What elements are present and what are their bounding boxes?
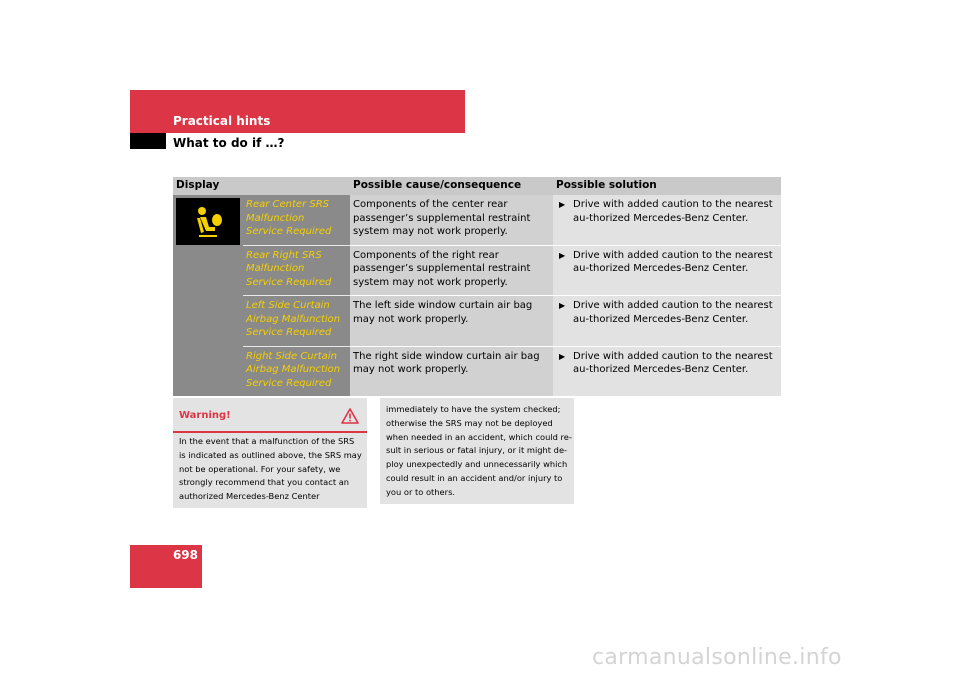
subsection-marker <box>130 133 166 149</box>
page-number-box <box>130 545 202 588</box>
column-header-display: Display <box>173 177 350 195</box>
warning-text: In the event that a malfunction of the SRS is indicated as outlined above, the SRS may not be operational. For your safety, we strongly recommend that you contact an authorized Mercedes-Benz Center <box>179 436 362 502</box>
table-row <box>173 296 781 347</box>
display-messages-table <box>173 177 781 396</box>
warning-continuation-box <box>380 398 574 504</box>
display-message: Left Side Curtain Airbag Malfunction Service Required <box>243 296 350 347</box>
warning-continuation-text: immediately to have the system checked; otherwise the SRS may not be deployed when needed in an accident, which could re-sult in serious or fatal injury, or it might de-ploy unexpectedly and unnecessarily which could result in an accident and/or injury to you or to others. <box>386 404 572 497</box>
display-icon-cell <box>173 195 243 396</box>
cause-cell: The right side window curtain air bag may not work properly. <box>350 346 553 396</box>
page-number: 698 <box>172 548 198 562</box>
warning-divider <box>173 431 367 433</box>
bullet-arrow-icon: ▶ <box>559 351 566 361</box>
cause-cell: The left side window curtain air bag may not work properly. <box>350 296 553 347</box>
solution-cell: ▶ Drive with added caution to the nearest au-thorized Mercedes-Benz Center. <box>553 195 781 245</box>
warning-triangle-icon <box>341 408 359 428</box>
solution-cell: ▶ Drive with added caution to the nearest au-thorized Mercedes-Benz Center. <box>553 296 781 347</box>
warning-box <box>173 398 367 508</box>
warning-title: Warning! <box>179 410 231 421</box>
section-title: Practical hints <box>173 114 271 128</box>
bullet-arrow-icon: ▶ <box>559 250 566 260</box>
column-header-solution: Possible solution <box>553 177 781 195</box>
table-row <box>173 195 781 245</box>
display-message: Rear Center SRS Malfunction Service Required <box>243 195 350 245</box>
bullet-arrow-icon: ▶ <box>559 200 566 209</box>
table-row <box>173 346 781 396</box>
bullet-arrow-icon: ▶ <box>559 301 566 310</box>
display-message: Rear Right SRS Malfunction Service Required <box>243 245 350 296</box>
column-header-cause: Possible cause/consequence <box>350 177 553 195</box>
table-header-row <box>173 177 781 195</box>
solution-cell: ▶ Drive with added caution to the nearest au-thorized Mercedes-Benz Center. <box>553 346 781 396</box>
airbag-warning-icon <box>176 198 240 245</box>
watermark: carmanualsonline.info <box>592 645 842 670</box>
solution-cell: ▶ Drive with added caution to the nearest au-thorized Mercedes-Benz Center. <box>553 245 781 296</box>
display-message: Right Side Curtain Airbag Malfunction Service Required <box>243 346 350 396</box>
cause-cell: Components of the right rear passenger’s supplemental restraint system may not work properly. <box>350 245 553 296</box>
subsection-title: What to do if …? <box>173 136 285 150</box>
cause-cell: Components of the center rear passenger’s supplemental restraint system may not work properly. <box>350 195 553 245</box>
table-row <box>173 245 781 296</box>
